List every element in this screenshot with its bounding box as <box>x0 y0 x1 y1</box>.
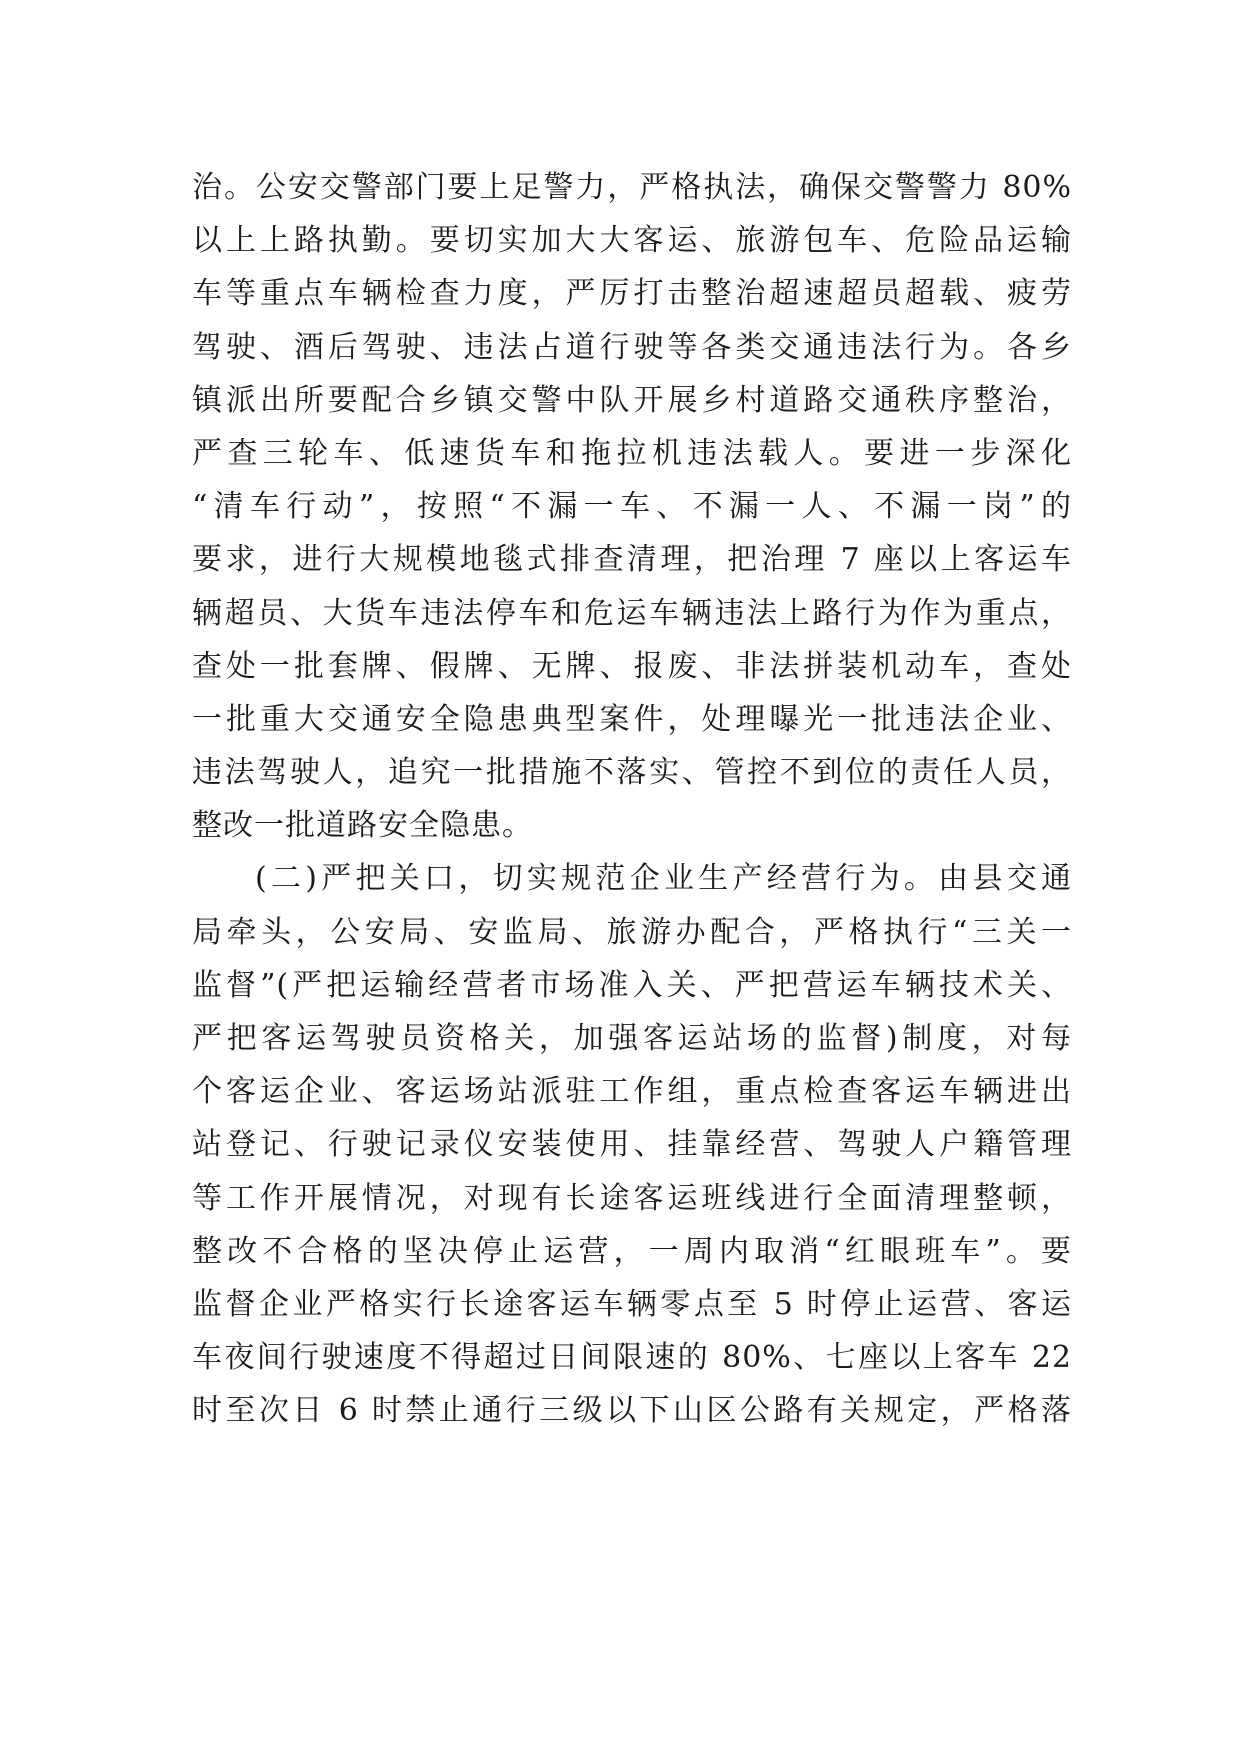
text-line: 时至次日 6 时禁止通行三级以下山区公路有关规定，严格落 <box>192 1393 1072 1429</box>
text-line: 等工作开展情况，对现有长途客运班线进行全面清理整顿， <box>192 1180 1072 1216</box>
text-line: 严查三轮车、低速货车和拖拉机违法载人。要进一步深化 <box>192 435 1072 471</box>
text-line: 要求，进行大规模地毯式排查清理，把治理 7 座以上客运车 <box>192 542 1072 578</box>
text-line: 车等重点车辆检查力度，严厉打击整治超速超员超载、疲劳 <box>192 276 1072 312</box>
text-line: 驾驶、酒后驾驶、违法占道行驶等各类交通违法行为。各乡 <box>192 329 1072 365</box>
text-line: 查处一批套牌、假牌、无牌、报废、非法拼装机动车，查处 <box>192 648 1072 684</box>
text-line: “清车行动”，按照“不漏一车、不漏一人、不漏一岗”的 <box>192 489 1072 525</box>
text-line: 车夜间行驶速度不得超过日间限速的 80%、七座以上客车 22 <box>192 1340 1072 1376</box>
text-line: 治。公安交警部门要上足警力，严格执法，确保交警警力 80% <box>192 170 1072 205</box>
text-line: 一批重大交通安全隐患典型案件，处理曝光一批违法企业、 <box>192 701 1072 737</box>
section-heading-line: (二)严把关口，切实规范企业生产经营行为。由县交通 <box>255 861 1072 897</box>
text-line: 违法驾驶人，追究一批措施不落实、管控不到位的责任人员， <box>192 755 1072 791</box>
text-line: 镇派出所要配合乡镇交警中队开展乡村道路交通秩序整治， <box>192 382 1072 418</box>
text-line: 辆超员、大货车违法停车和危运车辆违法上路行为作为重点， <box>192 595 1072 631</box>
text-line: 监督”(严把运输经营者市场准入关、严把营运车辆技术关、 <box>192 967 1072 1003</box>
text-line: 局牵头，公安局、安监局、旅游办配合，严格执行“三关一 <box>192 914 1072 950</box>
paragraph-end-line: 整改一批道路安全隐患。 <box>192 808 533 844</box>
text-line: 站登记、行驶记录仪安装使用、挂靠经营、驾驶人户籍管理 <box>192 1127 1072 1163</box>
text-line: 整改不合格的坚决停止运营，一周内取消“红眼班车”。要 <box>192 1233 1072 1269</box>
text-line: 监督企业严格实行长途客运车辆零点至 5 时停止运营、客运 <box>192 1286 1072 1322</box>
text-line: 严把客运驾驶员资格关，加强客运站场的监督)制度，对每 <box>192 1021 1072 1056</box>
body-text <box>192 161 1072 1438</box>
text-line: 以上上路执勤。要切实加大大客运、旅游包车、危险品运输 <box>192 223 1072 259</box>
text-line: 个客运企业、客运场站派驻工作组，重点检查客运车辆进出 <box>192 1074 1072 1110</box>
